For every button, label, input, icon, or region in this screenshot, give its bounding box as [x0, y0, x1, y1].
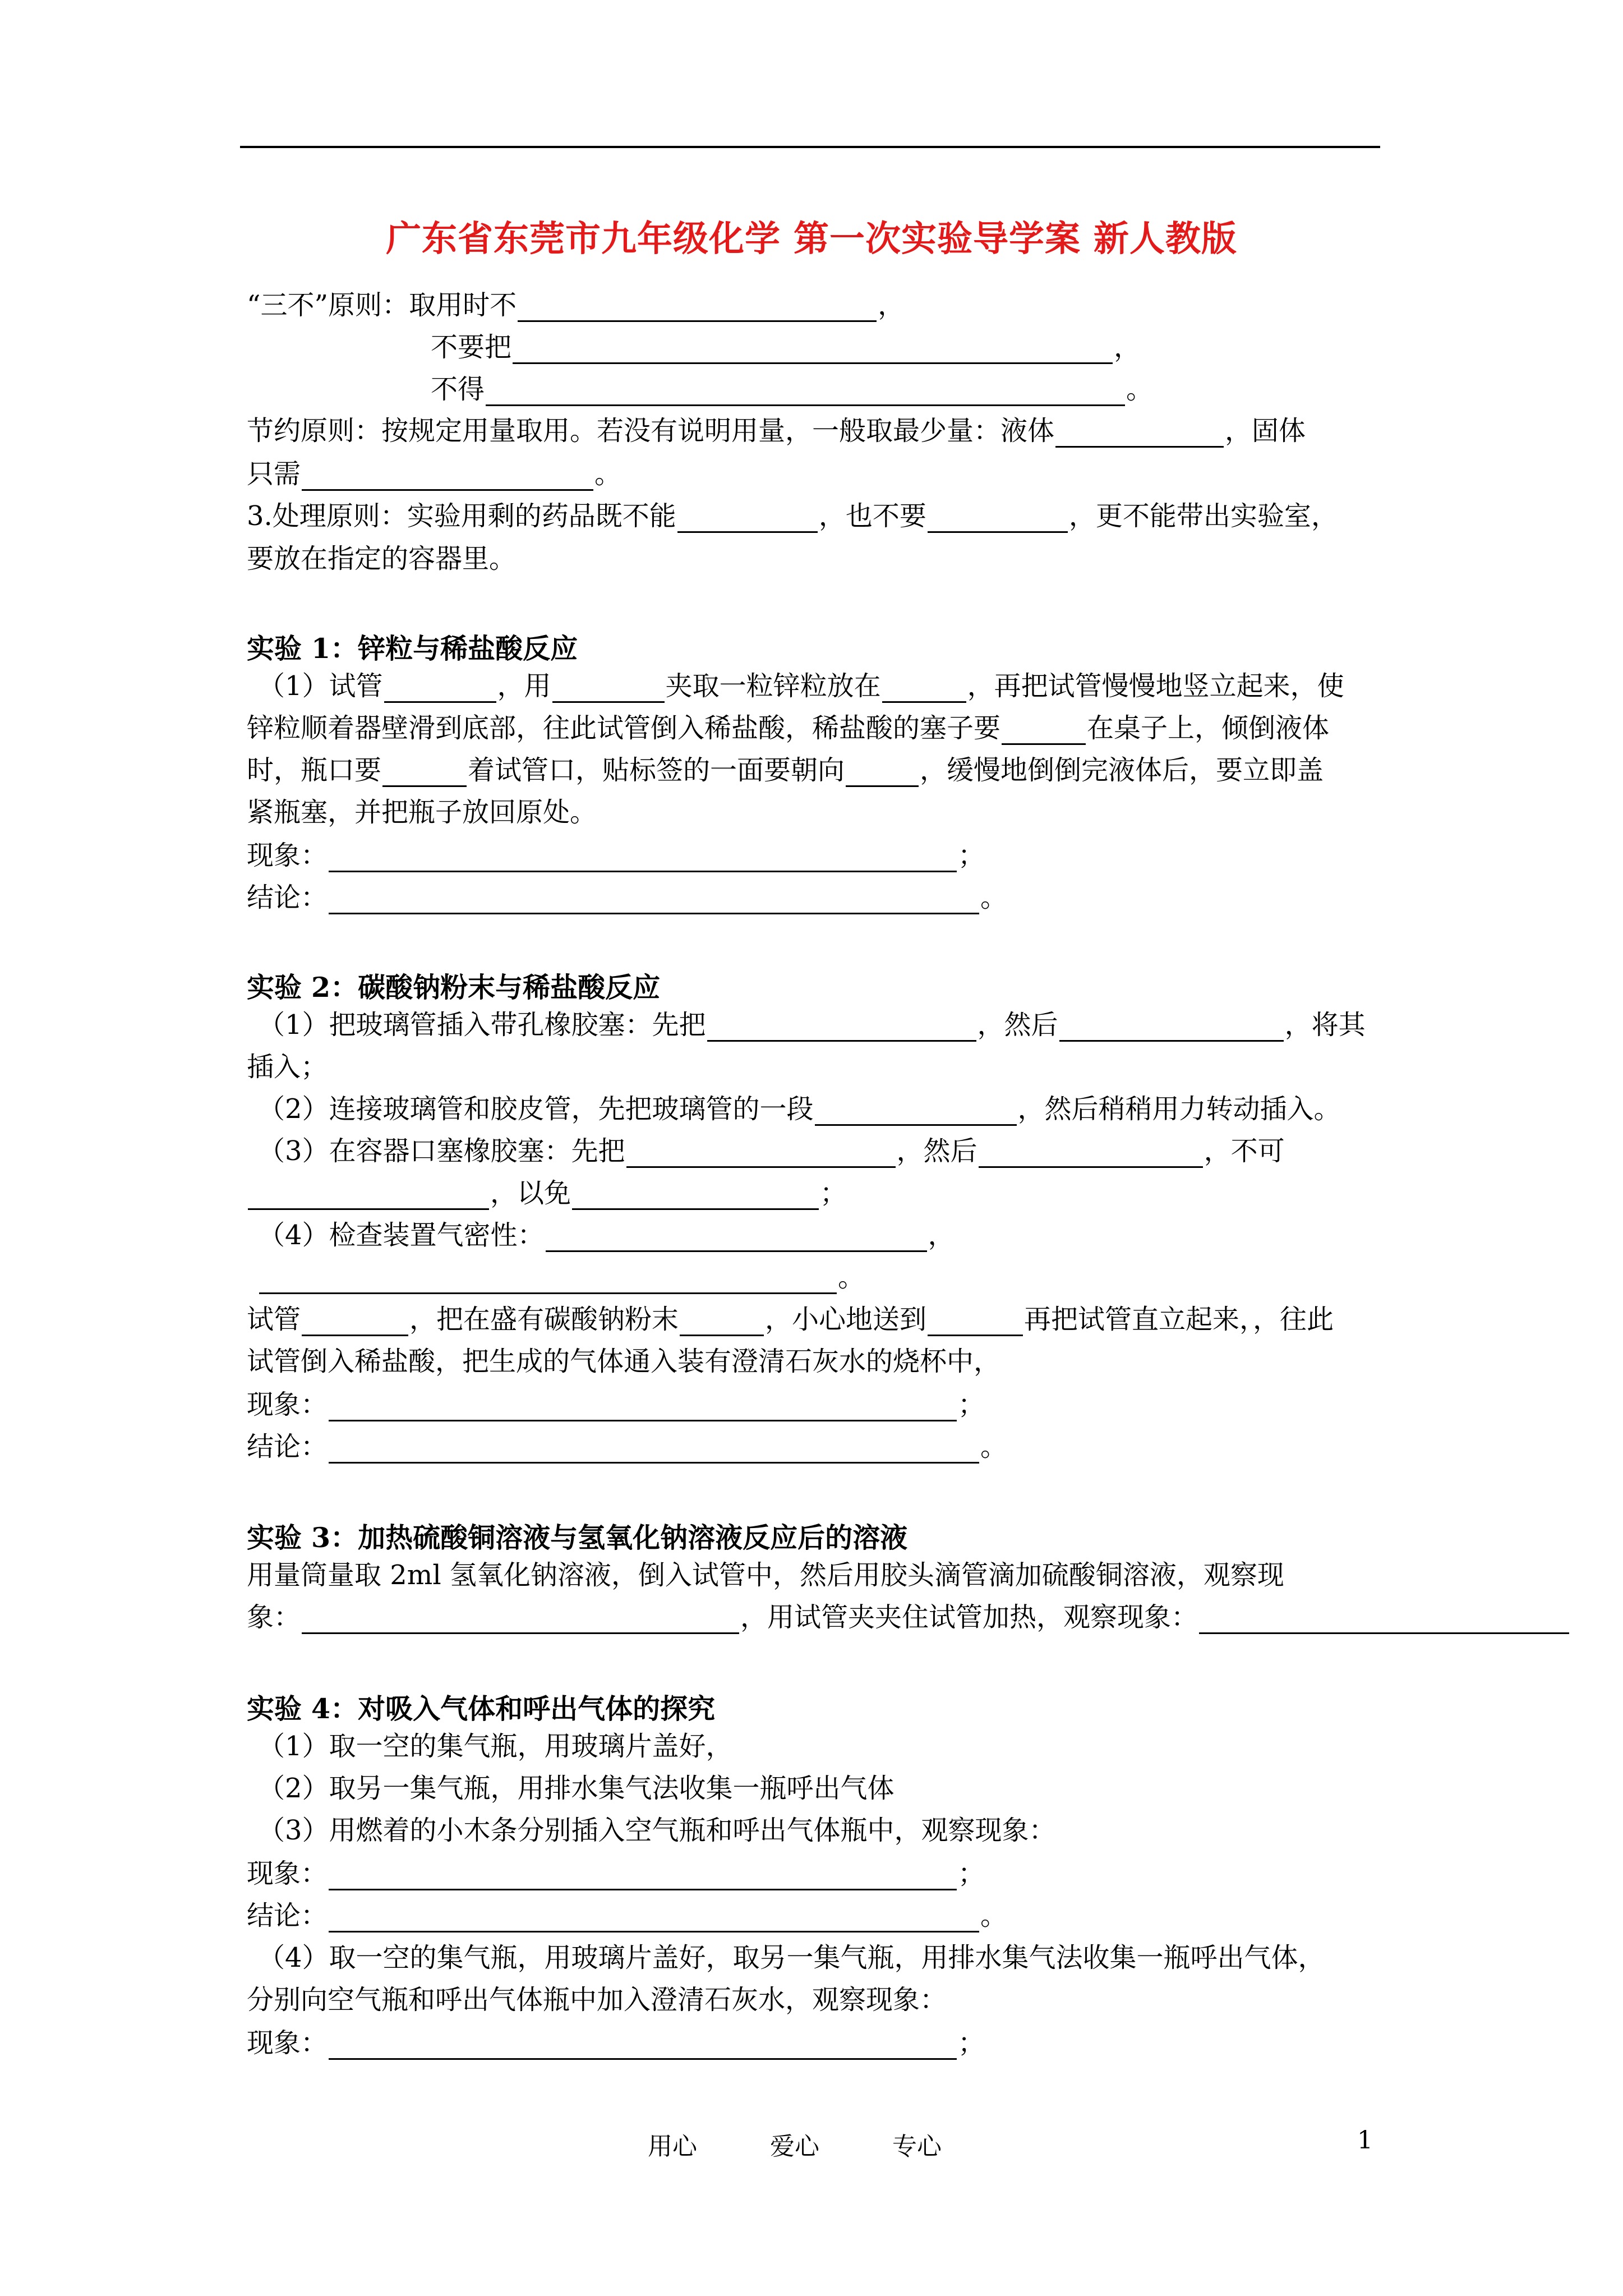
text: ，用试管夹夹住试管加热，观察现象： — [740, 1602, 1198, 1633]
answer-blank[interactable] — [1055, 420, 1224, 448]
answer-blank[interactable] — [1199, 1607, 1569, 1634]
exp4-line2: （2）取另一集气瓶，用排水集气法收集一瓶呼出气体 — [258, 1773, 895, 1804]
text: 3.处理原则：实验用剩的药品既不能 — [247, 500, 676, 532]
answer-blank[interactable] — [382, 760, 467, 787]
answer-blank[interactable] — [329, 2032, 957, 2060]
exp2-line6 — [258, 1218, 955, 1252]
exp1-phenomenon — [247, 839, 985, 872]
answer-blank[interactable] — [384, 675, 496, 703]
rule-jieyue-line1 — [247, 414, 1306, 448]
exp1-line2 — [247, 711, 1329, 745]
answer-blank[interactable] — [552, 675, 665, 703]
text: ，也不要 — [818, 500, 926, 532]
exp3-heading: 实验 3：加热硫酸铜溶液与氢氧化钠溶液反应后的溶液 — [247, 1521, 908, 1554]
exp1-heading: 实验 1：锌粒与稀盐酸反应 — [247, 632, 578, 665]
text: 结论： — [247, 1431, 328, 1462]
text: 不得 — [431, 374, 485, 405]
exp2-line8 — [247, 1303, 1334, 1336]
text: 。 — [594, 458, 622, 490]
text: 结论： — [247, 1900, 328, 1931]
exp1-line3 — [247, 753, 1324, 787]
text: ，固体 — [1225, 415, 1306, 447]
text: ； — [958, 1389, 985, 1420]
answer-blank[interactable] — [329, 1905, 979, 1932]
answer-blank[interactable] — [329, 845, 957, 872]
exp1-line4: 紧瓶塞，并把瓶子放回原处。 — [247, 797, 597, 828]
answer-blank[interactable] — [329, 1863, 957, 1890]
answer-blank[interactable] — [259, 1267, 837, 1294]
rule-chuli-line2: 要放在指定的容器里。 — [247, 543, 517, 574]
answer-blank[interactable] — [546, 1225, 927, 1252]
text: 现象： — [247, 1858, 328, 1889]
footer-word: 专心 — [892, 2132, 942, 2161]
text: 现象： — [247, 1389, 328, 1420]
text: “三不”原则：取用时不 — [247, 289, 517, 321]
answer-blank[interactable] — [815, 1098, 1017, 1126]
text: 只需 — [247, 458, 301, 490]
rule-sanbu-line2 — [431, 330, 1141, 364]
rule-sanbu-line3 — [431, 372, 1153, 406]
text: （4）检查装置气密性： — [258, 1220, 545, 1251]
answer-blank[interactable] — [1059, 1014, 1284, 1042]
answer-blank[interactable] — [518, 295, 877, 322]
text: ， — [1114, 332, 1141, 363]
text: ，更不能带出实验室， — [1068, 500, 1338, 532]
text: 试管 — [247, 1304, 301, 1335]
exp3-line1: 用量筒量取 2ml 氢氧化钠溶液，倒入试管中，然后用胶头滴管滴加硫酸铜溶液，观察现 — [247, 1559, 1284, 1591]
exp1-conclusion — [247, 881, 1007, 914]
footer-word: 爱心 — [770, 2132, 819, 2161]
exp2-heading: 实验 2：碳酸钠粉末与稀盐酸反应 — [247, 971, 661, 1004]
text: ，小心地送到 — [765, 1304, 927, 1335]
text: ，再把试管慢慢地竖立起来，使 — [967, 670, 1344, 702]
answer-blank[interactable] — [302, 1309, 408, 1336]
exp2-line1 — [258, 1008, 1366, 1042]
answer-blank[interactable] — [677, 505, 818, 533]
text: 。 — [980, 1900, 1008, 1931]
answer-blank[interactable] — [572, 1182, 819, 1210]
text: ， — [878, 289, 905, 321]
text: 结论： — [247, 882, 328, 913]
answer-blank[interactable] — [513, 337, 1113, 364]
text: 着试管口，贴标签的一面要朝向 — [468, 754, 845, 786]
text: （3）在容器口塞橡胶塞：先把 — [258, 1135, 625, 1167]
text: 节约原则：按规定用量取用。若没有说明用量，一般取最少量：液体 — [247, 415, 1055, 447]
text: ； — [958, 1858, 985, 1889]
text: ，用 — [497, 670, 551, 702]
answer-blank[interactable] — [302, 1607, 739, 1634]
text: 。 — [838, 1262, 865, 1293]
exp4-heading: 实验 4：对吸入气体和呼出气体的探究 — [247, 1692, 716, 1725]
exp4-phenomenon — [247, 1857, 985, 1890]
rule-chuli-line1 — [247, 499, 1338, 533]
text: （1）试管 — [258, 670, 383, 702]
answer-blank[interactable] — [846, 760, 919, 787]
text: ； — [958, 2027, 985, 2059]
header-rule — [240, 146, 1380, 148]
text: ，将其 — [1284, 1009, 1366, 1041]
exp4-line1: （1）取一空的集气瓶，用玻璃片盖好， — [258, 1731, 733, 1762]
text: 。 — [1126, 374, 1154, 405]
exp2-line4 — [258, 1134, 1285, 1168]
rule-sanbu-line1 — [247, 288, 905, 322]
exp2-conclusion — [247, 1430, 1007, 1464]
answer-blank[interactable] — [329, 887, 979, 914]
text: ，不可 — [1204, 1135, 1285, 1167]
text: ，然后 — [896, 1135, 978, 1167]
answer-blank[interactable] — [302, 463, 593, 491]
footer-word: 用心 — [648, 2132, 697, 2161]
exp4-phenomenon-2 — [247, 2026, 985, 2060]
exp4-line3: （3）用燃着的小木条分别插入空气瓶和呼出气体瓶中，观察现象： — [258, 1815, 1056, 1846]
text: 夹取一粒锌粒放在 — [665, 670, 881, 702]
answer-blank[interactable] — [1002, 717, 1086, 745]
exp2-phenomenon — [247, 1388, 985, 1421]
text: ，然后稍稍用力转动插入。 — [1017, 1093, 1341, 1125]
answer-blank[interactable] — [882, 675, 966, 703]
text: ； — [820, 1177, 847, 1209]
text: 不要把 — [431, 332, 512, 363]
text: 再把试管直立起来，，往此 — [1024, 1304, 1334, 1335]
text: （2）连接玻璃管和胶皮管，先把玻璃管的一段 — [258, 1093, 814, 1125]
answer-blank[interactable] — [486, 379, 1125, 406]
answer-blank[interactable] — [329, 1394, 957, 1421]
page-title: 广东省东莞市九年级化学 第一次实验导学案 新人教版 — [386, 218, 1237, 259]
text: 锌粒顺着器壁滑到底部，往此试管倒入稀盐酸，稀盐酸的塞子要 — [247, 712, 1001, 744]
exp2-line3 — [258, 1092, 1341, 1126]
text: ，缓慢地倒倒完液体后，要立即盖 — [920, 754, 1324, 786]
answer-blank[interactable] — [680, 1309, 764, 1336]
text: ； — [958, 840, 985, 871]
answer-blank[interactable] — [928, 505, 1068, 533]
exp2-line7 — [258, 1260, 865, 1294]
exp2-line5 — [247, 1176, 847, 1210]
answer-blank[interactable] — [928, 1309, 1023, 1336]
footer-motto — [648, 2126, 1015, 2162]
page-number: 1 — [1357, 2126, 1373, 2155]
exp4-line4: （4）取一空的集气瓶，用玻璃片盖好，取另一集气瓶，用排水集气法收集一瓶呼出气体， — [258, 1942, 1325, 1973]
exp1-line1 — [258, 669, 1344, 703]
exp2-line2: 插入； — [247, 1051, 328, 1083]
text: 时，瓶口要 — [247, 754, 382, 786]
exp4-line5: 分别向空气瓶和呼出气体瓶中加入澄清石灰水，观察现象： — [247, 1984, 947, 2016]
answer-blank[interactable] — [979, 1140, 1203, 1168]
rule-jieyue-line2 — [247, 457, 621, 491]
exp3-line2 — [247, 1600, 1570, 1634]
answer-blank[interactable] — [626, 1140, 896, 1168]
text: ，把在盛有碳酸钠粉末 — [409, 1304, 679, 1335]
text: （1）把玻璃管插入带孔橡胶塞：先把 — [258, 1009, 706, 1041]
text: 在桌子上，倾倒液体 — [1087, 712, 1330, 744]
text: ，以免 — [490, 1177, 571, 1209]
text: 现象： — [247, 2027, 328, 2059]
exp2-line9: 试管倒入稀盐酸，把生成的气体通入装有澄清石灰水的烧杯中， — [247, 1346, 1001, 1377]
text: ，然后 — [977, 1009, 1058, 1041]
answer-blank[interactable] — [707, 1014, 976, 1042]
text: 。 — [980, 1431, 1008, 1462]
text: ， — [928, 1220, 955, 1251]
text: 现象： — [247, 840, 328, 871]
answer-blank[interactable] — [329, 1436, 979, 1464]
answer-blank[interactable] — [248, 1182, 489, 1210]
text: 。 — [980, 882, 1008, 913]
text: 象： — [247, 1602, 301, 1633]
exp4-conclusion — [247, 1899, 1007, 1932]
